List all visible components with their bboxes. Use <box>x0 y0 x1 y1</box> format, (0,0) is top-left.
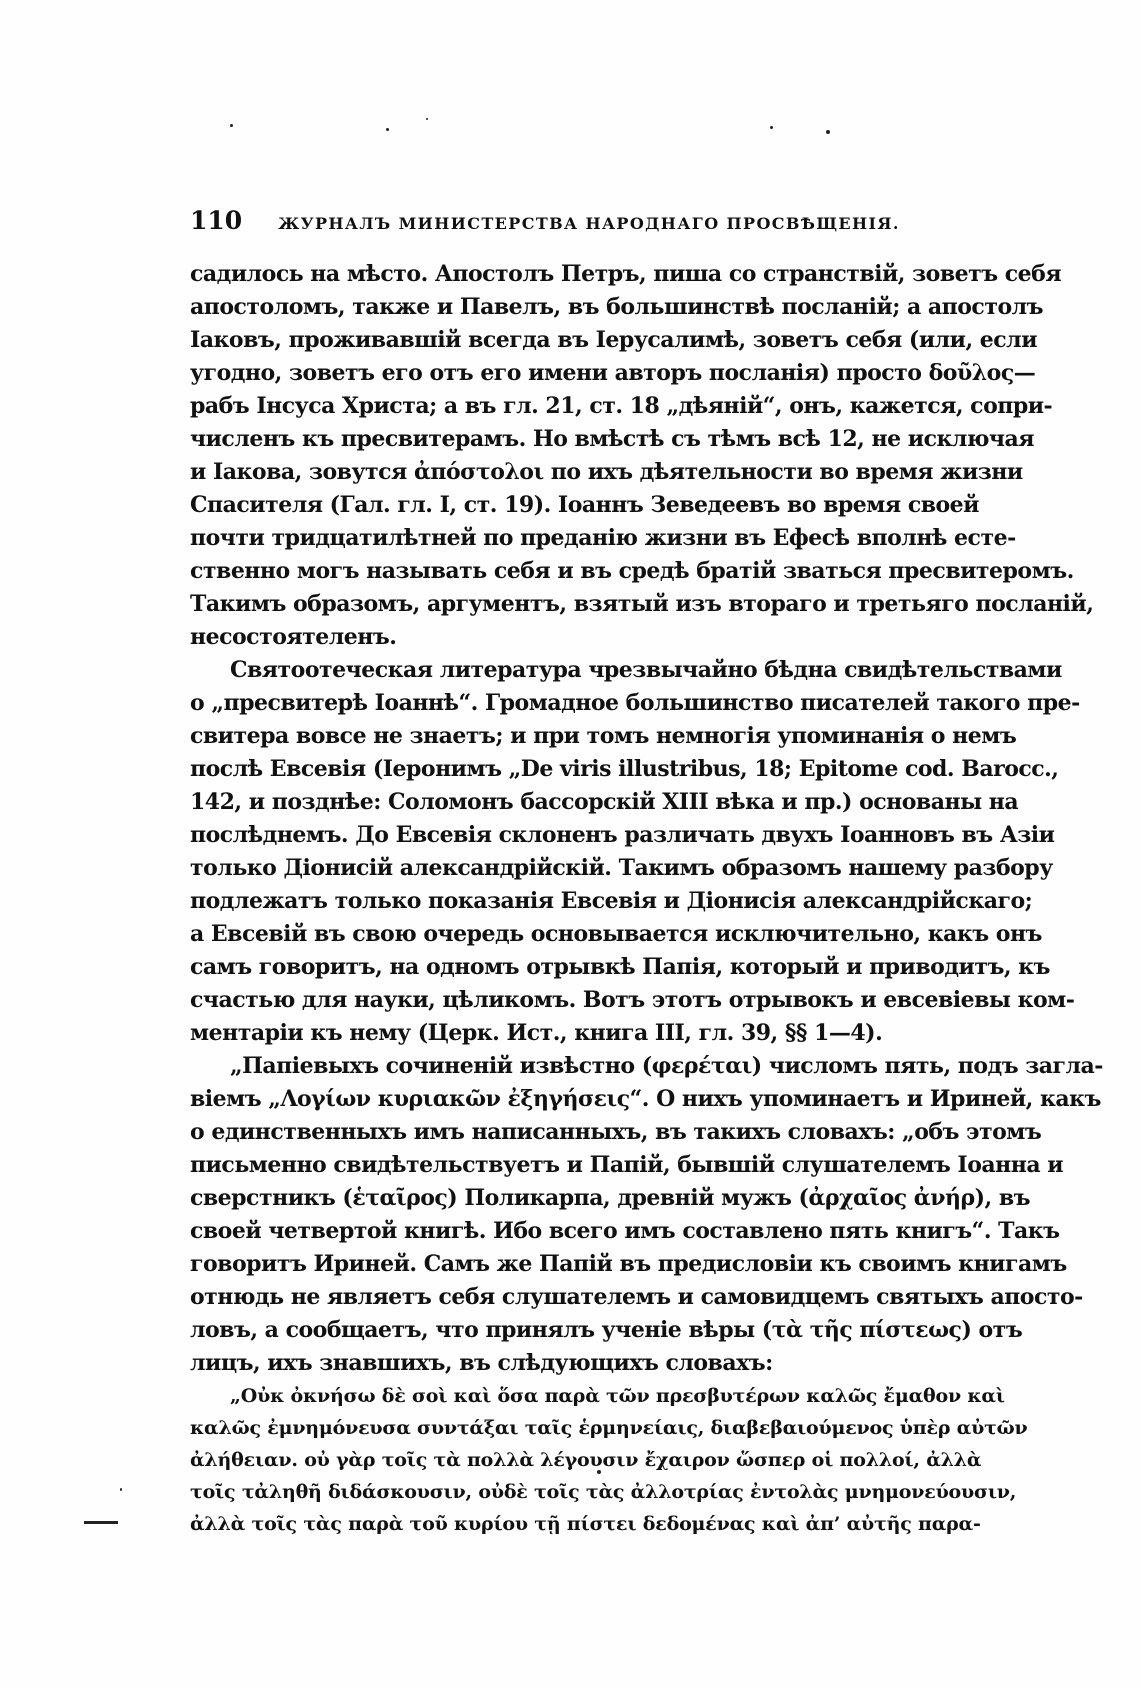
text-line: письменно свидѣтельствуетъ и Папій, бывшій слушателемъ Іоанна и <box>190 1152 1064 1178</box>
scan-speck <box>230 124 233 127</box>
text-line: лицъ, ихъ знавшихъ, въ слѣдующихъ словахъ: <box>190 1350 773 1376</box>
page-header <box>190 206 990 242</box>
running-title: ЖУРНАЛЪ МИНИСТЕРСТВА НАРОДНАГО ПРОСВѢЩЕНІЯ. <box>278 214 900 233</box>
text-line: и Іакова, зовутся ἀπόστολοι по ихъ дѣятельности во время жизни <box>190 459 1023 485</box>
text-line: отнюдь не являетъ себя слушателемъ и самовидцемъ святыхъ апосто- <box>190 1284 1083 1310</box>
text-line: ἀλλὰ τοῖς τὰς παρὰ τοῦ κυρίου τῇ πίστει δεδομένας καὶ ἀπ’ αὐτῆς παρα- <box>190 1513 981 1535</box>
text-line: о единственныхъ имъ написанныхъ, въ такихъ словахъ: „объ этомъ <box>190 1119 1042 1145</box>
text-line: Святоотеческая литература чрезвычайно бѣдна свидѣтельствами <box>230 657 1062 683</box>
text-line: угодно, зоветъ его отъ его имени авторъ посланія) просто δοῦλος— <box>190 360 1036 386</box>
text-line: послѣднемъ. До Евсевія склоненъ различать двухъ Іоанновъ въ Азіи <box>190 822 1055 848</box>
page-number: 110 <box>190 206 243 235</box>
paragraph-1 <box>190 258 1094 654</box>
text-line: „Οὐκ ὀκνήσω δὲ σοὶ καὶ ὅσα παρὰ τῶν πρεσβυτέρων καλῶς ἔμαθον καὶ <box>230 1385 1005 1407</box>
text-line: віемъ „Λογίων κυριακῶν ἐξηγήσεις“. О нихъ упоминаетъ и Ириней, какъ <box>190 1086 1101 1112</box>
text-line: счастью для науки, цѣликомъ. Вотъ этотъ отрывокъ и евсевіевы ком- <box>190 987 1075 1013</box>
text-line: своей четвертой книгѣ. Ибо всего имъ составлено пять книгъ“. Такъ <box>190 1218 1060 1244</box>
text-line: ственно могъ называть себя и въ средѣ братій зваться пресвитеромъ. <box>190 558 1074 584</box>
text-line: почти тридцатилѣтней по преданію жизни въ Ефесѣ вполнѣ есте- <box>190 525 1016 551</box>
scan-speck <box>770 126 773 129</box>
text-line: Іаковъ, проживавшій всегда въ Іерусалимѣ, зоветъ себя (или, если <box>190 327 1038 353</box>
text-line: а Евсевій въ свою очередь основывается исключительно, какъ онъ <box>190 921 1042 947</box>
text-line: сверстникъ (ἑταῖρος) Поликарпа, древній мужъ (ἀρχαῖος ἀνήρ), въ <box>190 1185 1031 1211</box>
text-line: апостоломъ, также и Павелъ, въ большинствѣ посланій; а апостолъ <box>190 294 1044 320</box>
text-line: ментаріи къ нему (Церк. Ист., книга III, гл. 39, §§ 1—4). <box>190 1020 883 1046</box>
text-line: свитера вовсе не знаетъ; и при томъ немногія упоминанія о немъ <box>190 723 1017 749</box>
body-text <box>190 258 1103 1540</box>
greek-quotation <box>190 1380 1028 1540</box>
text-line: о „пресвитерѣ Іоаннѣ“. Громадное большинство писателей такого пре- <box>190 690 1080 716</box>
text-line: подлежатъ только показанія Евсевія и Діонисія александрійскаго; <box>190 888 1033 914</box>
scan-speck <box>826 130 830 134</box>
text-line: садилось на мѣсто. Апостолъ Петръ, пиша со странствій, зоветъ себя <box>190 261 1062 287</box>
text-line: численъ къ пресвитерамъ. Но вмѣстѣ съ тѣмъ всѣ 12, не исключая <box>190 426 1035 452</box>
text-line: только Діонисій александрійскій. Такимъ образомъ нашему разбору <box>190 855 1053 881</box>
text-line: говоритъ Ириней. Самъ же Папій въ предисловіи къ своимъ книгамъ <box>190 1251 1067 1277</box>
text-line: ловъ, а сообщаетъ, что принялъ ученіе вѣры (τὰ τῆς πίστεως) отъ <box>190 1317 1023 1343</box>
scan-speck <box>386 128 389 131</box>
text-line: καλῶς ἐμνημόνευσα συντάξαι ταῖς ἑρμηνείαις, διαβεβαιούμενος ὑπὲρ αὐτῶν <box>190 1417 1028 1439</box>
margin-dash <box>84 1521 118 1524</box>
text-line: несостоятеленъ. <box>190 624 397 650</box>
text-line: послѣ Евсевія (Іеронимъ „De viris illustribus, 18; Epitome cod. Barocc., <box>190 756 1059 782</box>
text-line: Спасителя (Гал. гл. I, ст. 19). Іоаннъ Зеведеевъ во время своей <box>190 492 979 518</box>
paragraph-2 <box>190 654 1080 1050</box>
text-line: τοῖς τἀληθῆ διδάσκουσιν, οὐδὲ τοῖς τὰς ἀλλοτρίας ἐντολὰς μνημονεύουσιν, <box>190 1481 1017 1503</box>
scan-speck <box>426 118 428 120</box>
paragraph-3 <box>190 1050 1103 1380</box>
text-line: рабъ Інсуса Христа; а въ гл. 21, ст. 18 „дѣяній“, онъ, кажется, сопри- <box>190 393 1053 419</box>
text-line: самъ говоритъ, на одномъ отрывкѣ Папія, который и приводитъ, къ <box>190 954 1050 980</box>
scan-speck <box>120 1488 122 1491</box>
text-line: „Папіевыхъ сочиненій извѣстно (φερέται) числомъ пять, подъ загла- <box>230 1053 1103 1079</box>
text-line: Такимъ образомъ, аргументъ, взятый изъ втораго и третьяго посланій, <box>190 591 1094 617</box>
text-line: 142, и позднѣе: Соломонъ бассорскій XIII вѣка и пр.) основаны на <box>190 789 1019 815</box>
text-line: ἀλήθειαν. οὐ γὰρ τοῖς τὰ πολλὰ λέγουσιν ἔχαιρον ὥσπερ οἱ πολλοί, ἀλλὰ <box>190 1449 982 1471</box>
